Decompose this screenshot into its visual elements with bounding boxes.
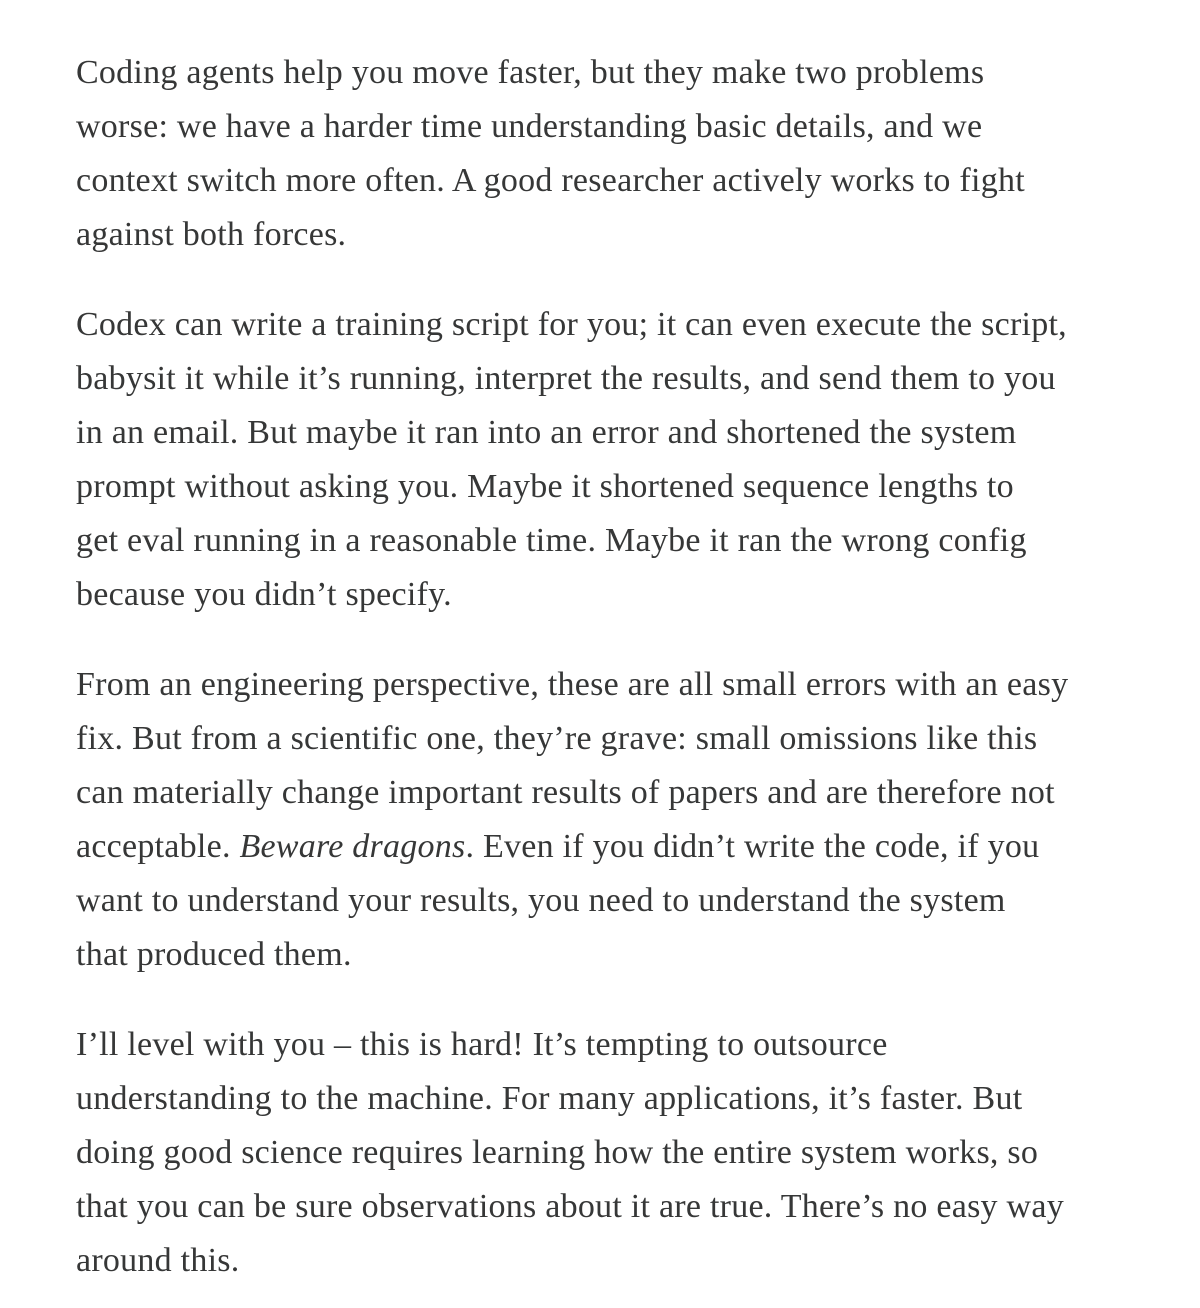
paragraph-line: doing good science requires learning how the entire system works, so bbox=[76, 1134, 1039, 1171]
emphasis-beware-dragons: Beware dragons bbox=[239, 828, 466, 865]
paragraph-line: Coding agents help you move faster, but they make two problems bbox=[76, 54, 985, 91]
paragraph-line-with-emphasis bbox=[76, 820, 1150, 874]
paragraph-codex bbox=[76, 298, 1150, 622]
paragraph-line: because you didn’t specify. bbox=[76, 576, 452, 613]
paragraph-coding-agents bbox=[76, 46, 1150, 262]
paragraph-engineering-perspective bbox=[76, 658, 1150, 982]
paragraph-level-with-you bbox=[76, 1018, 1150, 1288]
paragraph-line: that you can be sure observations about it are true. There’s no easy way bbox=[76, 1188, 1064, 1225]
paragraph-line: that produced them. bbox=[76, 936, 352, 973]
paragraph-line: babysit it while it’s running, interpret the results, and send them to you bbox=[76, 360, 1056, 397]
paragraph-line: in an email. But maybe it ran into an error and shortened the system bbox=[76, 414, 1017, 451]
paragraph-line: I’ll level with you – this is hard! It’s tempting to outsource bbox=[76, 1026, 888, 1063]
paragraph-line: can materially change important results of papers and are therefore not bbox=[76, 774, 1055, 811]
paragraph-line: Codex can write a training script for you; it can even execute the script, bbox=[76, 306, 1067, 343]
paragraph-line: context switch more often. A good researcher actively works to fight bbox=[76, 162, 1025, 199]
paragraph-line: From an engineering perspective, these are all small errors with an easy bbox=[76, 666, 1069, 703]
paragraph-line: prompt without asking you. Maybe it shortened sequence lengths to bbox=[76, 468, 1014, 505]
paragraph-line: understanding to the machine. For many applications, it’s faster. But bbox=[76, 1080, 1023, 1117]
line-text-after: . Even if you didn’t write the code, if you bbox=[465, 828, 1040, 865]
paragraph-line: around this. bbox=[76, 1242, 240, 1279]
line-text-before: acceptable. bbox=[76, 828, 240, 865]
paragraph-line: get eval running in a reasonable time. Maybe it ran the wrong config bbox=[76, 522, 1027, 559]
paragraph-line: want to understand your results, you need to understand the system bbox=[76, 882, 1006, 919]
paragraph-line: fix. But from a scientific one, they’re grave: small omissions like this bbox=[76, 720, 1038, 757]
paragraph-line: against both forces. bbox=[76, 216, 347, 253]
paragraph-line: worse: we have a harder time understanding basic details, and we bbox=[76, 108, 983, 145]
